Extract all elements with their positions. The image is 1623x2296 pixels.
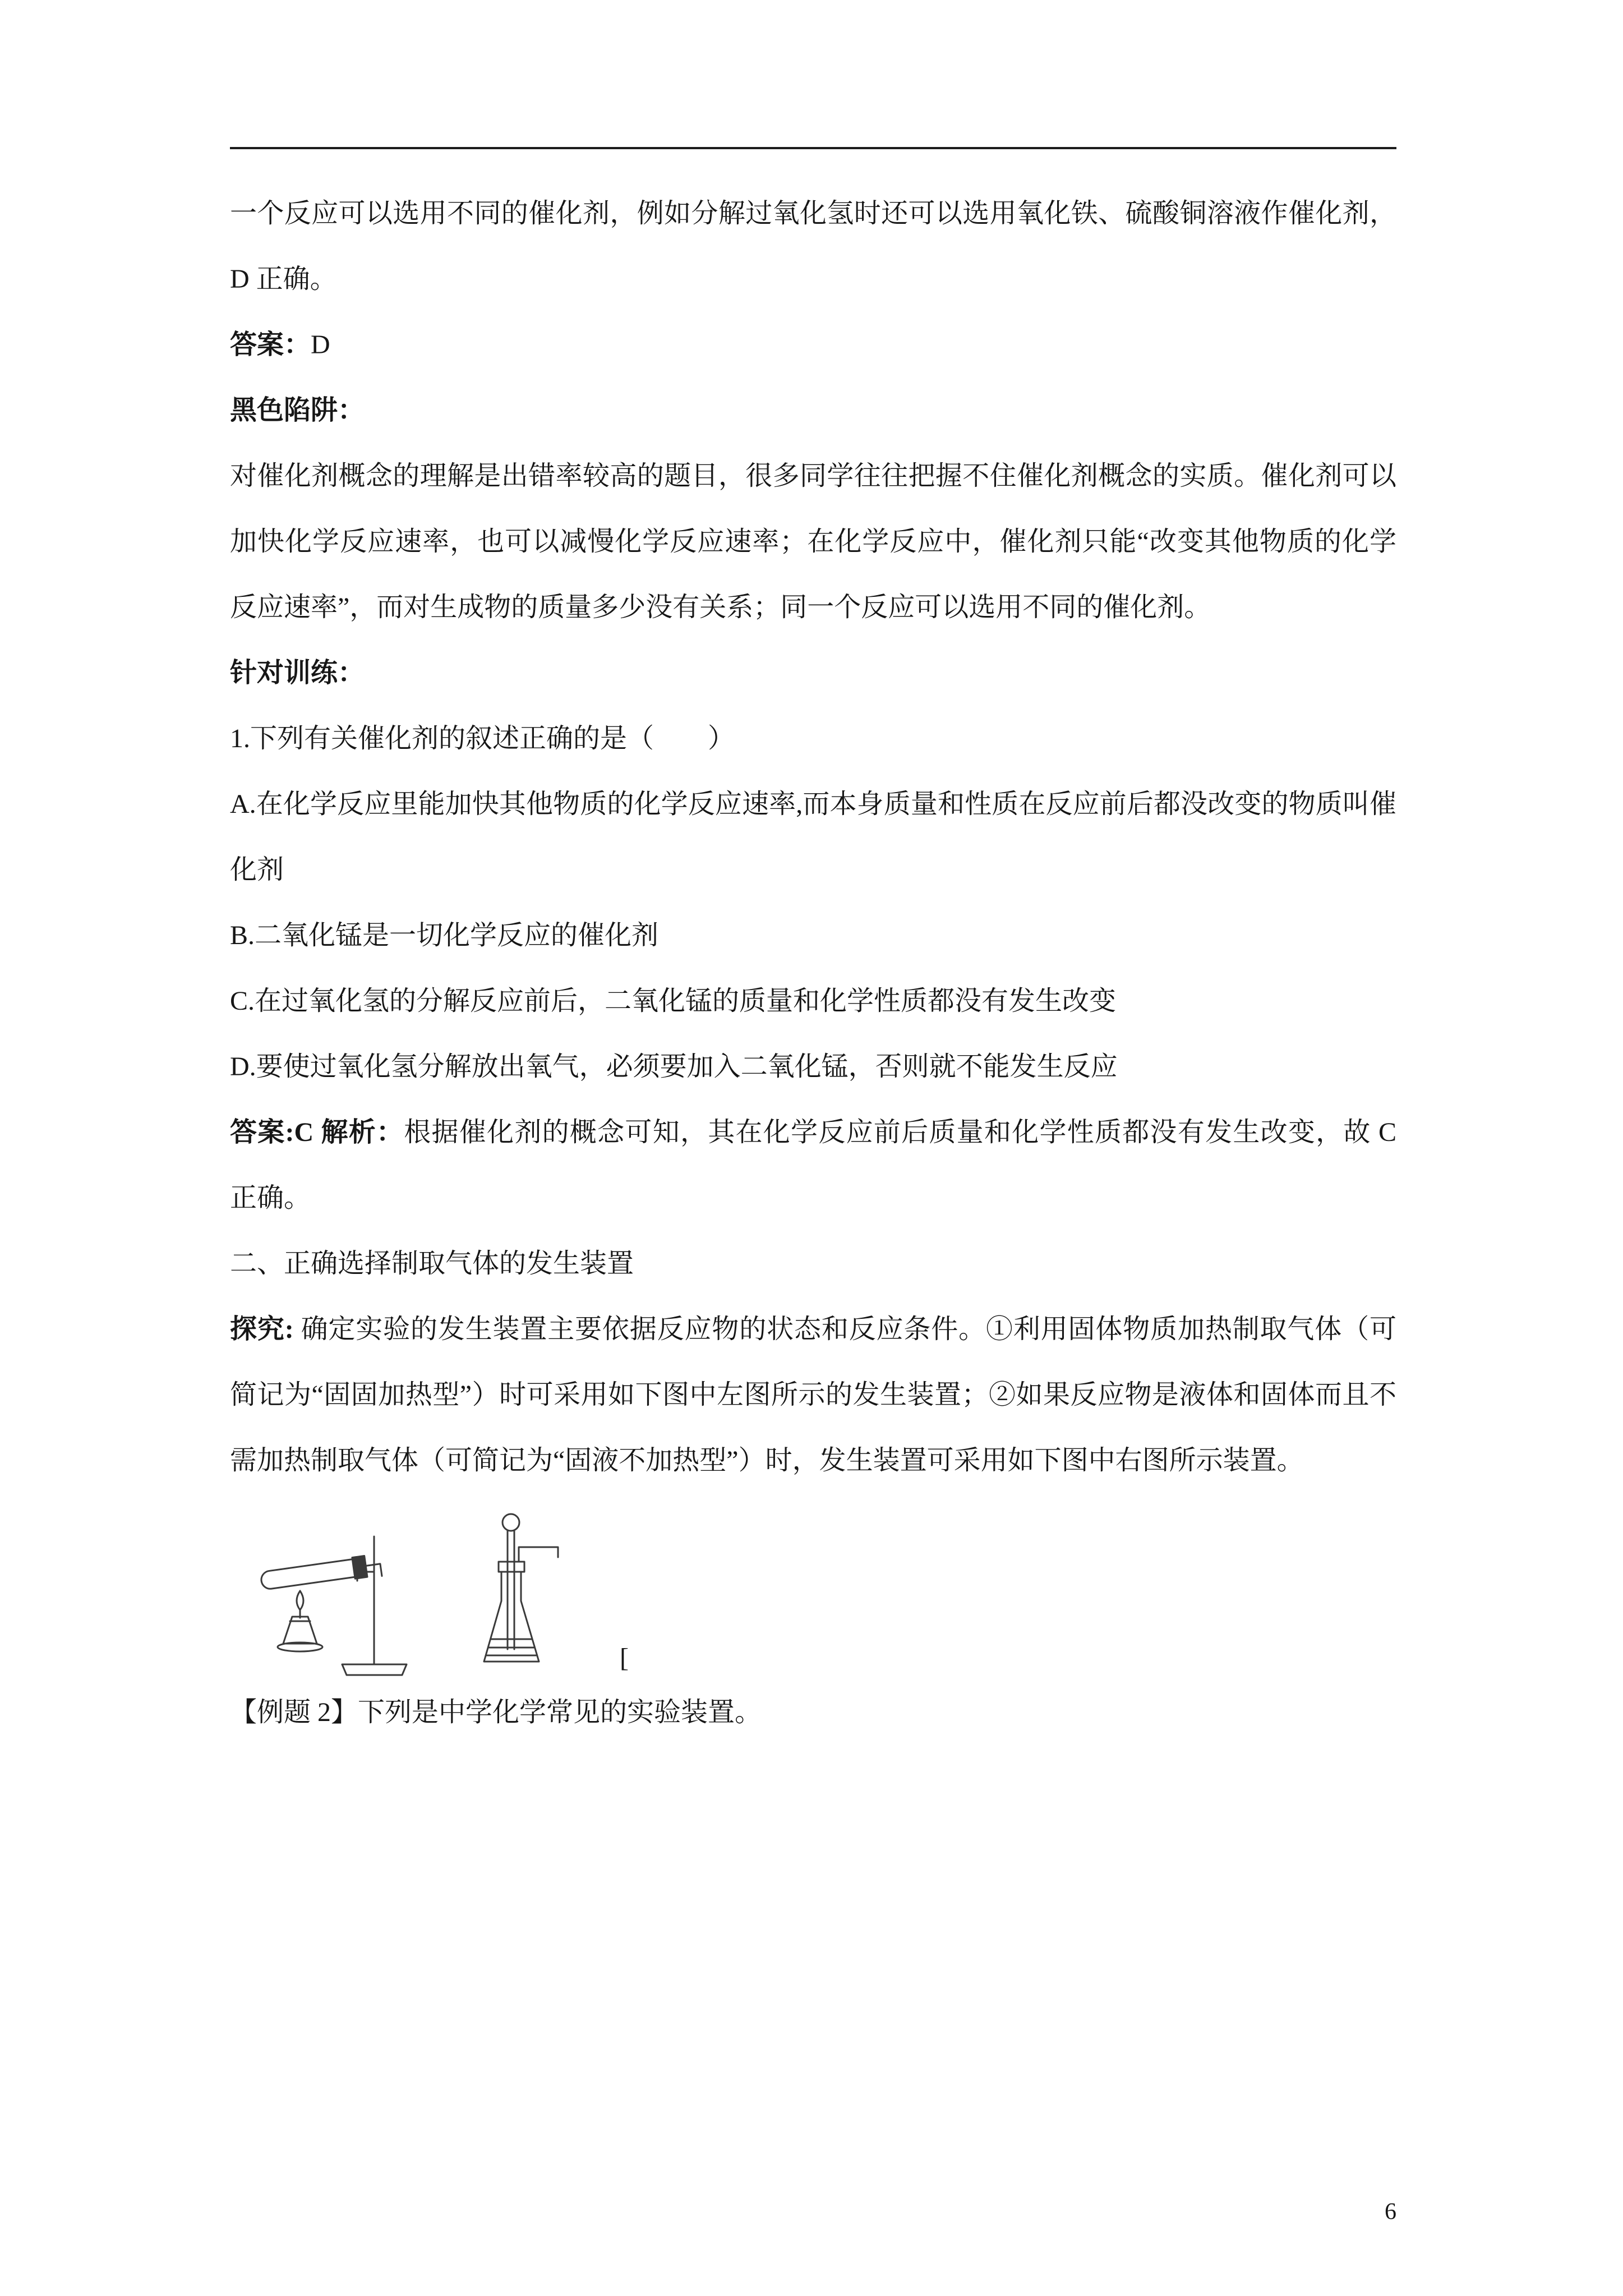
option-d-text: D.要使过氧化氢分解放出氧气，必须要加入二氧化锰，否则就不能发生反应 bbox=[230, 1052, 1118, 1082]
trap-heading bbox=[230, 378, 1396, 443]
answer-2-label: 答案:C bbox=[230, 1117, 321, 1147]
answer-label: 答案： bbox=[230, 330, 311, 360]
page-content bbox=[230, 147, 1396, 1745]
option-d bbox=[230, 1034, 1396, 1099]
analysis-body-text: 根据催化剂的概念可知，其在化学反应前后质量和化学性质都没有发生改变，故 C 正确。 bbox=[230, 1117, 1396, 1213]
practice-heading-text: 针对训练： bbox=[230, 658, 365, 688]
trap-heading-text: 黑色陷阱： bbox=[230, 395, 365, 425]
analysis-label: 解析： bbox=[321, 1117, 404, 1147]
option-b bbox=[230, 903, 1396, 968]
figure-bracket: [ bbox=[620, 1643, 629, 1673]
paragraph-conclusion bbox=[230, 181, 1396, 312]
option-c-text: C.在过氧化氢的分解反应前后，二氧化锰的质量和化学性质都没有发生改变 bbox=[230, 986, 1117, 1016]
practice-heading bbox=[230, 640, 1396, 706]
section-2-title bbox=[230, 1231, 1396, 1296]
trap-body-text: 对催化剂概念的理解是出错率较高的题目，很多同学往往把握不住催化剂概念的实质。催化剂可以加快化学反应速率，也可以减慢化学反应速率；在化学反应中，催化剂只能“改变其他物质的化学反应速率”，而对生成物的质量多少没有关系；同一个反应可以选用不同的催化剂。 bbox=[230, 461, 1396, 622]
question-1-text: 1.下列有关催化剂的叙述正确的是（ ） bbox=[230, 724, 735, 753]
answer-value: D bbox=[311, 330, 330, 360]
explore-paragraph bbox=[230, 1296, 1396, 1493]
explore-label: 探究: bbox=[230, 1314, 301, 1344]
answer-line-1 bbox=[230, 312, 1396, 378]
paragraph-text: 一个反应可以选用不同的催化剂，例如分解过氧化氢时还可以选用氧化铁、硫酸铜溶液作催化剂，D 正确。 bbox=[230, 199, 1396, 294]
example-2-line bbox=[230, 1680, 1396, 1745]
option-a-text: A.在化学反应里能加快其他物质的化学反应速率,而本身质量和性质在反应前后都没改变的物质叫催化剂 bbox=[230, 789, 1396, 885]
flask-apparatus-icon bbox=[484, 1514, 558, 1662]
example-2-text: 【例题 2】下列是中学化学常见的实验装置。 bbox=[230, 1697, 762, 1727]
trap-body bbox=[230, 443, 1396, 640]
apparatus-figure bbox=[244, 1506, 1396, 1680]
question-1 bbox=[230, 706, 1396, 771]
top-divider bbox=[230, 147, 1396, 149]
apparatus-diagram-svg bbox=[244, 1506, 614, 1680]
page-number: 6 bbox=[1385, 2199, 1396, 2225]
option-a bbox=[230, 771, 1396, 903]
section-2-title-text: 二、正确选择制取气体的发生装置 bbox=[230, 1249, 634, 1278]
explore-body-text: 确定实验的发生装置主要依据反应物的状态和反应条件。①利用固体物质加热制取气体（可简记为“固固加热型”）时可采用如下图中左图所示的发生装置；②如果反应物是液体和固体而且不需加热制取气体（可简记为“固液不加热型”）时，发生装置可采用如下图中右图所示装置。 bbox=[230, 1314, 1396, 1475]
option-c bbox=[230, 968, 1396, 1034]
answer-line-2 bbox=[230, 1099, 1396, 1231]
option-b-text: B.二氧化锰是一切化学反应的催化剂 bbox=[230, 921, 659, 950]
heating-apparatus-icon bbox=[260, 1536, 407, 1675]
